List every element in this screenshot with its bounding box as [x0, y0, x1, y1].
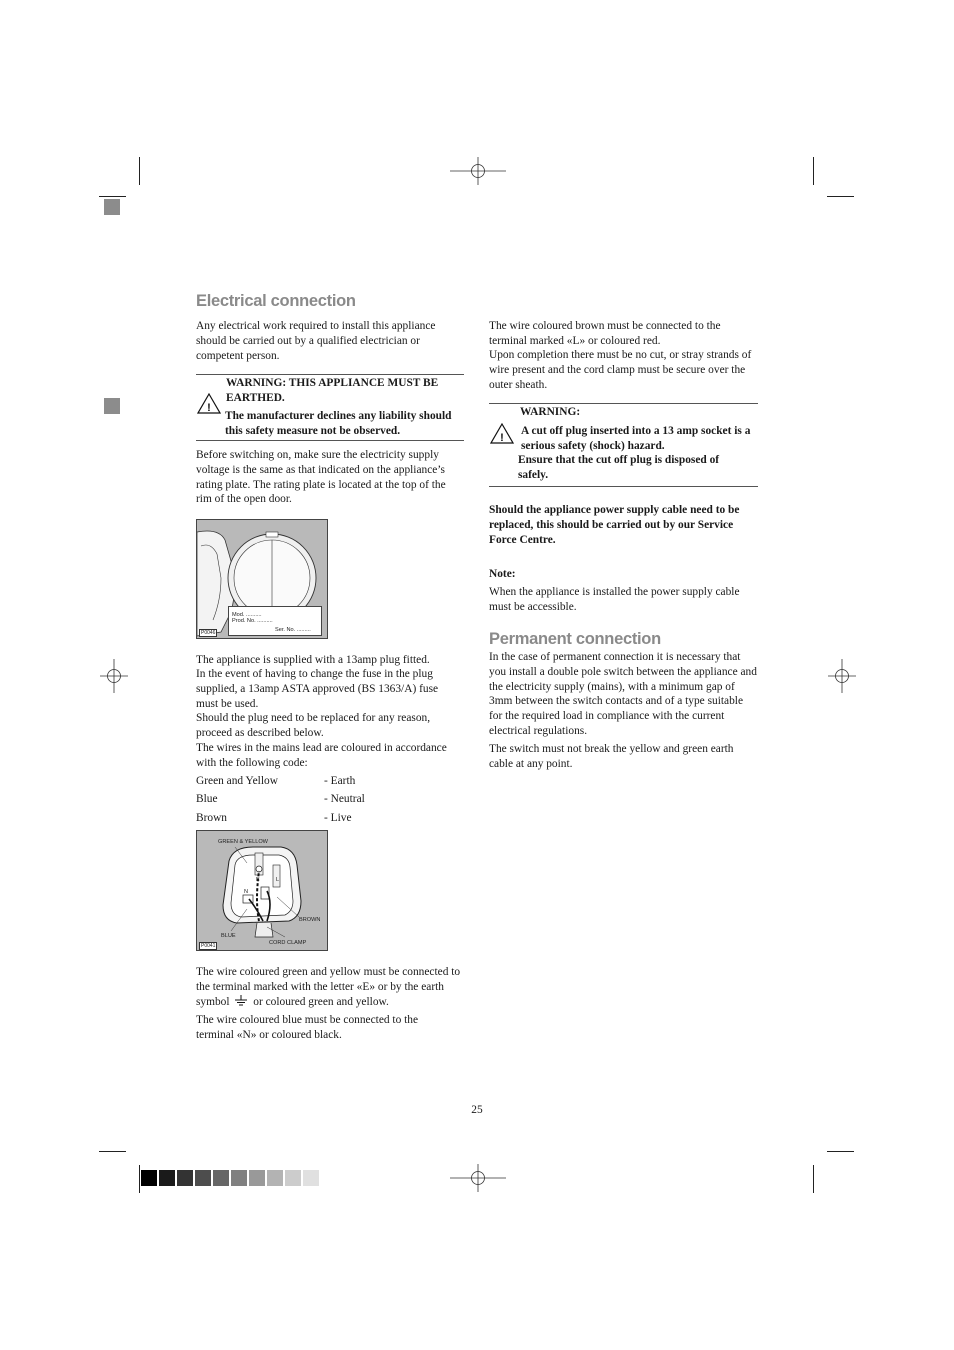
- svg-text:!: !: [500, 432, 504, 444]
- switch-paragraph: The switch must not break the yellow and green earth cable at any point.: [489, 743, 734, 770]
- warning2-bottom-rule: [489, 486, 758, 487]
- plug-wiring-figure: [196, 830, 328, 951]
- plug-paragraph-1: The appliance is supplied with a 13amp plug fitted.: [196, 654, 430, 666]
- plug-paragraph-2: In the event of having to change the fuse in the plug supplied, a 13amp ASTA approved (BS 1363/A) fuse must be used.: [196, 668, 439, 710]
- wire-colour: Blue: [196, 793, 218, 805]
- warning-earthed-heading: WARNING: THIS APPLIANCE MUST BE EARTHED.: [226, 377, 439, 404]
- crop-mark: [139, 1165, 140, 1193]
- section-title-electrical-connection: Electrical connection: [196, 292, 356, 310]
- plug-paragraph-3: Should the plug need to be replaced for any reason, proceed as described below.: [196, 712, 431, 739]
- plate-mod: Mod. ..........: [232, 612, 262, 618]
- green-yellow-paragraph: [196, 965, 462, 1009]
- registration-target: [828, 659, 856, 693]
- label-green-yellow: GREEN & YELLOW: [218, 839, 268, 845]
- plug-paragraph-4: The wires in the mains lead are coloured in accordance with the following code:: [196, 742, 447, 769]
- warning-liability-text: The manufacturer declines any liability should this safety measure not be observed.: [225, 410, 452, 437]
- registration-target: [100, 659, 128, 693]
- wire-meaning: - Earth: [324, 775, 356, 787]
- registration-target: [450, 1164, 506, 1192]
- section-title-permanent-connection: Permanent connection: [489, 630, 661, 648]
- terminal-l: L: [276, 877, 280, 883]
- crop-mark: [139, 157, 140, 185]
- warning2-line1: A cut off plug inserted into a 13 amp socket is a serious safety (shock) hazard.: [521, 425, 751, 452]
- registration-target: [450, 157, 506, 185]
- crop-mark: [99, 1151, 126, 1152]
- registration-square: [104, 199, 120, 215]
- blue-paragraph: The wire coloured blue must be connected to the terminal «N» or coloured black.: [196, 1014, 419, 1041]
- rating-plate-figure: [196, 519, 328, 639]
- warning-triangle-icon: [490, 423, 514, 444]
- green-yellow-text-b: or coloured green and yellow.: [253, 995, 389, 1008]
- warning2-heading: WARNING:: [520, 406, 581, 418]
- note-text: When the appliance is installed the power supply cable must be accessible.: [489, 586, 740, 613]
- label-cord-clamp: CORD CLAMP: [269, 940, 307, 946]
- terminal-n: N: [244, 889, 249, 895]
- crop-mark: [813, 157, 814, 185]
- crop-mark: [813, 1165, 814, 1193]
- warning2-line2: Ensure that the cut off plug is disposed of safely.: [518, 454, 720, 481]
- wire-colour: Green and Yellow: [196, 775, 278, 787]
- wire-meaning: - Neutral: [324, 793, 365, 805]
- plate-prod-no: Prod. No. ..........: [232, 618, 273, 624]
- registration-square: [104, 398, 120, 414]
- green-yellow-text-a: The wire coloured green and yellow must be connected to the terminal marked with the letter «E» or by the earth symbol: [196, 966, 461, 1008]
- warning-bottom-rule: [196, 440, 464, 441]
- plate-ser-no: Ser. No. .........: [275, 627, 311, 633]
- wire-meaning: - Live: [324, 812, 352, 824]
- crop-mark: [827, 196, 854, 197]
- label-brown: BROWN: [299, 917, 321, 923]
- completion-paragraph: Upon completion there must be no cut, or stray strands of wire present and the cord clamp must be secure over the outer sheath.: [489, 349, 752, 391]
- wire-colour: Brown: [196, 812, 228, 824]
- warning-triangle-icon: [197, 393, 221, 414]
- earth-symbol-icon: [234, 995, 248, 1006]
- before-switching-paragraph: Before switching on, make sure the electricity supply voltage is the same as that indicated on the appliance’s rating plate. The rating plate is located at the top of the rim of the open door.: [196, 449, 446, 506]
- crop-mark: [827, 1151, 854, 1152]
- svg-text:!: !: [207, 402, 211, 414]
- intro-paragraph: Any electrical work required to install this appliance should be carried out by a qualified electrician or competent person.: [196, 320, 436, 362]
- brown-paragraph: The wire coloured brown must be connected to the terminal marked «L» or coloured red.: [489, 320, 721, 347]
- note-heading: Note:: [489, 568, 516, 580]
- plug-wiring-illustration: [197, 831, 327, 950]
- warning-top-rule: [196, 374, 464, 375]
- page-number: 25: [471, 1104, 483, 1116]
- permanent-paragraph: In the case of permanent connection it is necessary that you install a double pole switch between the appliance and the electricity supply (mains), with a minimum gap of 3mm between the switch contacts and of a type suitable for the required load in compliance with the current electrical regulations.: [489, 651, 757, 737]
- warning2-top-rule: [489, 403, 758, 404]
- terminal-e: E: [256, 877, 260, 883]
- service-force-paragraph: Should the appliance power supply cable need to be replaced, this should be carried out by our Service Force Centre.: [489, 504, 740, 546]
- figure-code: P0041: [201, 943, 216, 949]
- rating-plate-label: [228, 606, 322, 636]
- crop-mark: [99, 196, 126, 197]
- figure-code: P0046: [201, 630, 216, 636]
- label-blue: BLUE: [221, 933, 236, 939]
